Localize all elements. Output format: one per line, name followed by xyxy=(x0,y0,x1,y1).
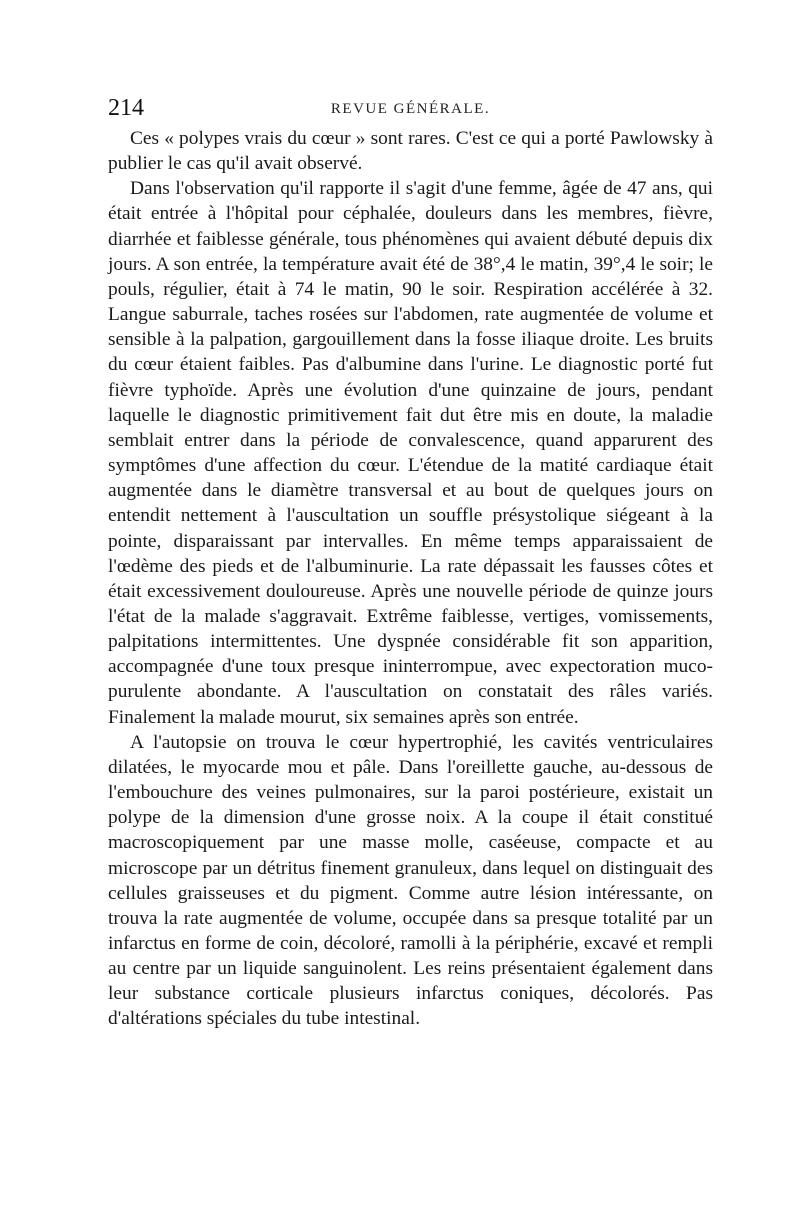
paragraph-observation: Dans l'observation qu'il rapporte il s'agit d'une femme, âgée de 47 ans, qui était entrée à l'hôpital pour céphalée, douleurs dans les membres, fièvre, diarrhée et faiblesse générale, tous phénomènes qui avaient débuté depuis dix jours. A son entrée, la température avait été de 38°,4 le matin, 39°,4 le soir; le pouls, régulier, était à 74 le matin, 90 le soir. Respiration accélérée à 32. Langue saburrale, taches rosées sur l'abdomen, rate augmentée de volume et sensible à la palpation, gargouillement dans la fosse iliaque droite. Les bruits du cœur étaient faibles. Pas d'albumine dans l'urine. Le diagnostic porté fut fièvre typhoïde. Après une évolution d'une quinzaine de jours, pendant laquelle le diagnostic primitivement fait dut être mis en doute, la maladie semblait entrer dans la période de convalescence, quand apparurent des symptômes d'une affection du cœur. L'étendue de la matité cardiaque était augmentée dans le diamètre transversal et au bout de quelques jours on entendit nettement à l'auscultation un souffle présystolique siégeant à la pointe, disparaissant par intervalles. En même temps apparaissaient de l'œdème des pieds et de l'albuminurie. La rate dépassait les fausses côtes et était excessivement douloureuse. Après une nouvelle période de quinze jours l'état de la malade s'aggravait. Extrême faiblesse, vertiges, vomissements, palpitations intermittentes. Une dyspnée considérable fit son apparition, accompagnée d'une toux presque ininterrompue, avec expectoration muco-purulente abondante. A l'auscultation on constatait des râles variés. Finalement la malade mourut, six semaines après son entrée. xyxy=(108,178,713,728)
running-title: REVUE GÉNÉRALE. xyxy=(330,101,491,117)
paragraph-intro: Ces « polypes vrais du cœur » sont rares. C'est ce qui a porté Pawlowsky à publier le cas qu'il avait observé. xyxy=(108,128,713,175)
page-number: 214 xyxy=(108,95,144,121)
page xyxy=(108,94,713,1032)
page-header xyxy=(108,94,713,122)
paragraph-autopsy: A l'autopsie on trouva le cœur hypertrophié, les cavités ventriculaires dilatées, le myocarde mou et pâle. Dans l'oreillette gauche, au-dessous de l'embouchure des veines pulmonaires, sur la paroi postérieure, existait un polype de la dimension d'une grosse noix. A la coupe il était constitué macroscopiquement par une masse molle, caséeuse, compacte et au microscope par un détritus finement granuleux, dans lequel on distinguait des cellules graisseuses et du pigment. Comme autre lésion intéressante, on trouva la rate augmentée de volume, occupée dans sa presque totalité par un infarctus en forme de coin, décoloré, ramolli à la périphérie, excavé et rempli au centre par un liquide sanguinolent. Les reins présentaient également dans leur substance corticale plusieurs infarctus coniques, décolorés. Pas d'altérations spéciales du tube intestinal. xyxy=(108,731,713,1030)
